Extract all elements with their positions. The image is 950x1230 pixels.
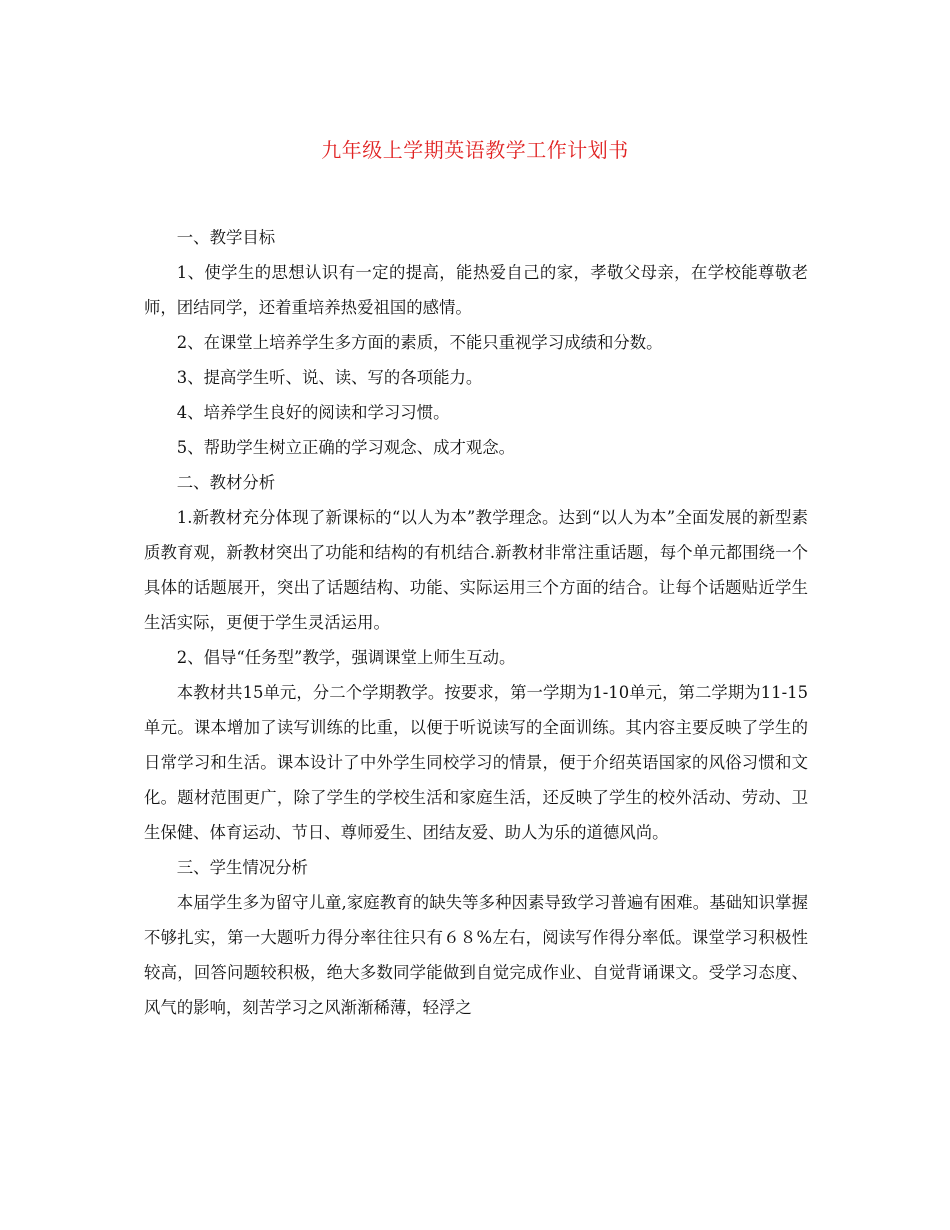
paragraph: 5、帮助学生树立正确的学习观念、成才观念。 <box>176 438 516 457</box>
paragraph: 2、在课堂上培养学生多方面的素质，不能只重视学习成绩和分数。 <box>176 333 663 352</box>
section-heading-textbook-analysis: 二、教材分析 <box>176 473 276 492</box>
document-body <box>144 220 808 1025</box>
section-heading-student-analysis: 三、学生情况分析 <box>176 858 308 877</box>
paragraph: 1.新教材充分体现了新课标的“以人为本”教学理念。达到“以人为本”全面发展的新型素质教育观，新教材突出了功能和结构的有机结合.新教材非常注重话题，每个单元都围绕一个具体的话题展开，突出了话题结构、功能、实际运用三个方面的结合。让每个话题贴近学生生活实际，更便于学生灵活运用。 <box>144 508 808 632</box>
paragraph: 1、使学生的思想认识有一定的提高，能热爱自己的家，孝敬父母亲，在学校能尊敬老师，团结同学，还着重培养热爱祖国的感情。 <box>144 263 808 317</box>
paragraph: 本教材共15单元，分二个学期教学。按要求，第一学期为1-10单元，第二学期为11-15单元。课本增加了读写训练的比重，以便于听说读写的全面训练。其内容主要反映了学生的日常学习和生活。课本设计了中外学生同校学习的情景，便于介绍英语国家的风俗习惯和文化。题材范围更广，除了学生的学校生活和家庭生活，还反映了学生的校外活动、劳动、卫生保健、体育运动、节日、尊师爱生、团结友爱、助人为乐的道德风尚。 <box>144 683 808 842</box>
paragraph: 2、倡导“任务型”教学，强调课堂上师生互动。 <box>176 648 516 667</box>
document-title: 九年级上学期英语教学工作计划书 <box>321 138 629 162</box>
paragraph: 3、提高学生听、说、读、写的各项能力。 <box>176 368 483 387</box>
paragraph: 4、培养学生良好的阅读和学习习惯。 <box>176 403 450 422</box>
section-heading-teaching-goals: 一、教学目标 <box>176 228 276 247</box>
paragraph: 本届学生多为留守儿童,家庭教育的缺失等多种因素导致学习普遍有困难。基础知识掌握不够扎实，第一大题听力得分率往往只有６８%左右，阅读写作得分率低。课堂学习积极性较高，回答问题较积极，绝大多数同学能做到自觉完成作业、自觉背诵课文。受学习态度、风气的影响，刻苦学习之风渐渐稀薄，轻浮之 <box>144 893 808 1017</box>
